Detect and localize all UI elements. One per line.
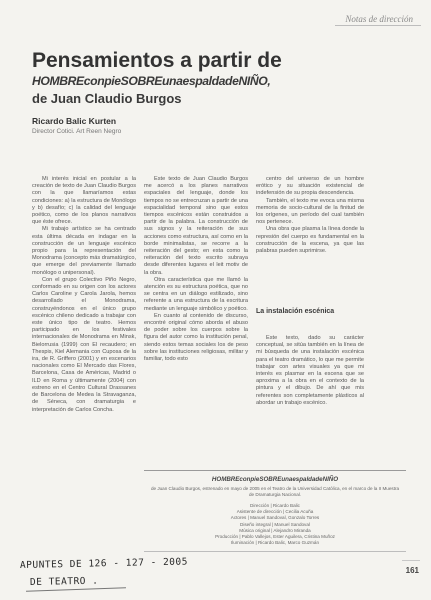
paragraph: Con el grupo Colectivo Piño Negro, conformado en su origen con los actores Carlos Caroline y Carola Jarola, hemos desarrollado el Monodrama, construyéndonos en el único grupo escénico chileno dedicado a trabajar con este único tipo de teatro. Hemos participado en los festivales internacionales de Monodrama en Minsk, Bielorrusia (1999) con El recaudero; en Thespis, Kiel Alemania con Cuposa de la ira, de R. Griffero (2001) y en escenarios nacionales como El Mercado das Flores, Barcelona, Casa de Américas, Madrid o ILD en Roma y últimamente (2004) con estreno en el Centro Cultural Drassanes de Barcelona de Medea la Stravaganza, de Séneca, con dramaturgia e interpretación de Carlos Concha.	[32, 276, 136, 413]
section-tag: Notas de dirección	[345, 14, 413, 24]
paragraph: También, el texto me evoca una misma memoria de socio-cultural de la finitud de los orígenes, un período del cual también nos pertenece.	[256, 197, 364, 226]
handwritten-note-line1: APUNTES DE 126 - 127 - 2005	[19, 556, 189, 571]
credits-title: HOMBREconpieSOBREunaespaldadeNIÑO	[211, 476, 339, 483]
credit-line: Música original | Alejandro Miranda	[239, 527, 311, 533]
paragraph: Mi trabajo artístico se ha centrado esta última década en indagar en la construcción de un lenguaje escénico propio para la representación del Monodrama (concepto más dramatúrgico, que emerge del previamente llamado monólogo o unipersonal).	[32, 226, 136, 276]
paragraph: Una obra que plasma la línea donde la represión del cuerpo es fundamental en la construcción de la escena, ya que las palabras pueden suprimirse.	[256, 226, 364, 255]
paragraph: Mi interés inicial en postular a la creación de texto de Juan Claudio Burgos con la que llamaríamos estas condiciones: a) la estructura de Monólogo y b) desafío; c) la calidad del lenguaje poético, como de los planos narrativos que éste ofrece.	[32, 176, 136, 226]
article-subtitle-italic: HOMBREconpieSOBREunaespaldadeNIÑO,	[32, 74, 271, 88]
section-subheading: La instalación escénica	[256, 308, 335, 315]
handwritten-underline	[26, 587, 126, 591]
author-role: Director Cotici. Art Reen Negro	[32, 128, 122, 135]
paragraph: Este texto de Juan Claudio Burgos me acercó a los planes narrativos espaciales del lenguaje, donde los tiempos no se entrecruzan a partir de una espacialidad temporal sino que estos tiempos escénicos están construidos a partir de la palabra. La construcción de sus signos y la reiteración de sus acciones como estructura, así como en la borde minimalistas, se recorre a la reiteración del gesto; en esta como la reiteración del texto escrito subraya desde diferentes lugares el leit motiv de la obra.	[144, 176, 248, 276]
article-title: Pensamientos a partir de	[32, 49, 282, 72]
header-rule	[335, 25, 421, 26]
article-subtitle: de Juan Claudio Burgos	[32, 91, 182, 106]
page-number: 161	[405, 566, 419, 575]
credits-list	[150, 503, 400, 546]
credit-line: Producción | Pablo Vallejos, Ester Aguilera, Cristina Muñoz	[215, 534, 335, 540]
paragraph: centro del universo de un hombre erótico y su situación existencial de indefensión de su propia descendencia.	[256, 176, 364, 197]
credit-line: Diseño integral | Manuel Sandoval	[240, 521, 310, 527]
credit-line: Actores | Manuel Sandoval, Gonzalo Torres	[230, 515, 320, 521]
credits-intro: de Juan Claudio Burgos, estrenado en mayo de 2005 en el Teatro de la Universidad Católica, en el marco de la II Muestra de Dramaturgia Nacional.	[150, 486, 400, 497]
author-name: Ricardo Balic Kurten	[32, 116, 117, 126]
credit-line: Dirección | Ricardo Balic	[250, 503, 300, 508]
handwritten-note-line2: DE TEATRO .	[29, 575, 99, 588]
body-column-3-continued	[256, 335, 364, 407]
body-column-2	[144, 176, 248, 363]
body-column-1	[32, 176, 136, 414]
credit-line: Iluminación | Ricardo Balic, Marco Guzmán	[231, 540, 319, 546]
body-column-3	[256, 176, 364, 255]
paragraph: En cuanto al contenido de discurso, encontré original cómo aborda el abuso de poder sobre los cuerpos sobre la figura del autor como la institución penal, siendo estos temas sociales los de peso sobre las instituciones religiosas, militar y familiar, todo esto	[144, 312, 248, 363]
paragraph: Otra característica que me llamó la atención es su estructura poética, que no se centra en un diálogo estilizado, sino referente a una estructura de la escritura mediante un lenguaje simbólico y poético.	[144, 276, 248, 312]
footer-rule	[402, 560, 420, 561]
paragraph: Este texto, dado su carácter conceptual, se sitúa también en la línea de mi búsqueda de una instalación escénica para el teatro dramático, lo que me permite trabajar con artes visuales ya que mi interés es plasmar en la escena que se aproxima a la obra en el contexto de la pintura y el dibujo. De ahí que mis referentes son completamente plásticos al abordar un trabajo escénico.	[256, 335, 364, 406]
credit-line: Asistente de dirección | Cecilia Acuña	[236, 509, 314, 515]
